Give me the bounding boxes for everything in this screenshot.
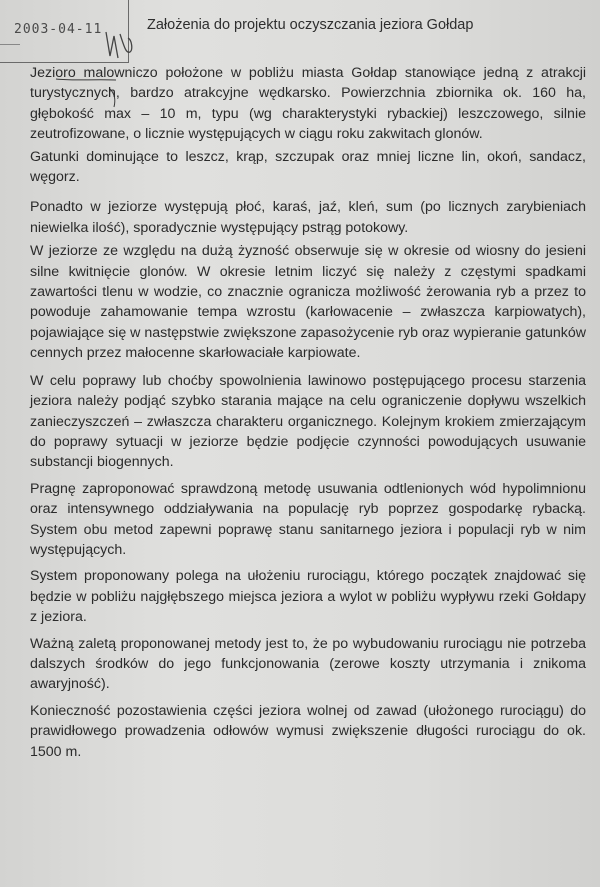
paragraph-pipeline-length: Konieczność pozostawienia części jeziora wolnej od zawad (ułożonego rurociągu) do prawidłowego prowadzenia odłowów wymusi zwiększenie długości rurociągu do ok. 1500 m. — [30, 702, 586, 760]
paragraph-dominant-species: Gatunki dominujące to leszcz, krąp, szczupak oraz mniej liczne lin, okoń, sandacz, węgorz. — [30, 148, 586, 186]
paragraph-other-species: Ponadto w jeziorze występują płoć, karaś, jaź, kleń, sum (po licznych zarybieniach niewielka ilość), sporadycznie występujący pstrąg potokowy. — [30, 199, 586, 236]
handwritten-initials-icon — [100, 26, 136, 66]
stamp-corner-mark — [0, 44, 20, 63]
document-title: Założenia do projektu oczyszczania jeziora Gołdap — [147, 17, 474, 33]
paragraph-intro: Jezioro malowniczo położone w pobliżu miasta Gołdap stanowiące jedną z atrakcji turystycznych, bardzo atrakcyjne wędkarsko. Powierzchnia zbiornika ok. 160 ha, głębokość max – 10 m, typu (wg charakterystyki rybackiej) leszczowego, silnie zeutrofizowane, o licznie występujących w ciągu roku zakwitach glonów. — [30, 65, 586, 143]
document-body — [30, 63, 586, 762]
date-stamp — [0, 0, 129, 63]
paragraph-eutrophication: W jeziorze ze względu na dużą żyzność obserwuje się w okresie od wiosny do jesieni silne kwitnięcie glonów. W okresie letnim liczyć się należy z częstymi spadkami zawartości tlenu w wodzie, co znacznie ogranicza możliwość żerowania ryb a przez to powoduje zahamowanie tempa wzrostu (karłowacenie – zwłaszcza karpiowatych), pojawiające się w następstwie zwiększone zapasożycenie ryb oraz wypieranie gatunków cennych przez małocenne skarłowaciałe karpiowate. — [30, 243, 586, 362]
stamp-date: 2003-04-11 — [14, 22, 103, 37]
paragraph-advantages: Ważną zaletą proponowanej metody jest to, że po wybudowaniu rurociągu nie potrzeba dalszych środków do jego funkcjonowania (zerowe koszty utrzymania i znikoma awaryjność). — [30, 635, 586, 693]
paragraph-proposed-method: Pragnę zaproponować sprawdzoną metodę usuwania odtlenionych wód hypolimnionu oraz intensywnego oddziaływania na populację ryb poprzez gospodarkę rybacką. System obu metod zapewni poprawę stanu sanitarnego jeziora i populacji ryb w nim występujących. — [30, 480, 586, 558]
paragraph-pipeline-system: System proponowany polega na ułożeniu rurociągu, którego początek znajdować się będzie w pobliżu najgłębszego miejsca jeziora a wylot w pobliżu wypływu rzeki Gołdapy z jeziora. — [30, 568, 586, 626]
paragraph-improvement-goal: W celu poprawy lub choćby spowolnienia lawinowo postępującego procesu starzenia jeziora należy podjąć szybko starania mające na celu ograniczenie dopływu wszelkich zanieczyszczeń – zwłaszcza charakteru organicznego. Kolejnym krokiem zmierzającym do poprawy sytuacji w jeziorze będzie podjęcie czynności powodujących usuwanie substancji biogennych. — [30, 372, 586, 471]
